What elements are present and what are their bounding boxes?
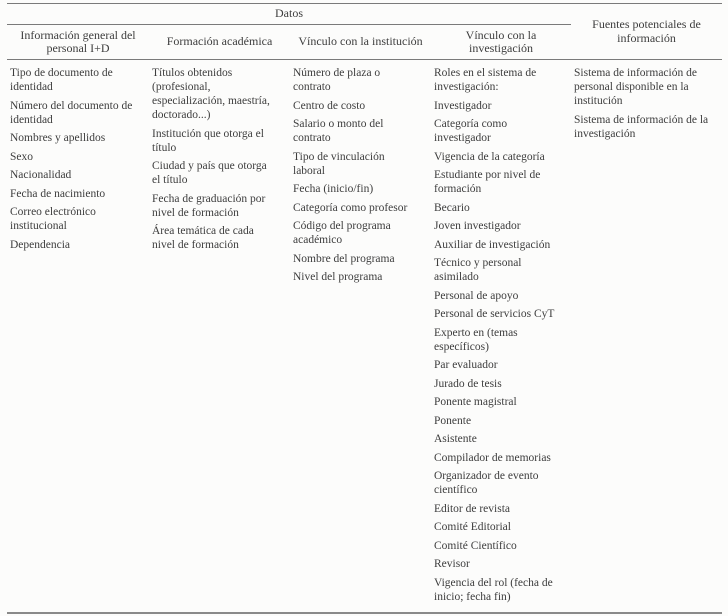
table-item: Código del programa académico bbox=[293, 220, 391, 246]
table-item: Asistente bbox=[434, 433, 477, 445]
cell-formacion-academica bbox=[149, 60, 290, 614]
table-item: Institución que otorga el título bbox=[152, 127, 264, 154]
table-item: Fecha de graduación por nivel de formación bbox=[152, 192, 266, 219]
cell-vinculo-institucion bbox=[290, 60, 431, 614]
table-item: Sexo bbox=[10, 150, 33, 163]
table-item: Comité Científico bbox=[434, 539, 517, 552]
table-item: Investigador bbox=[434, 99, 492, 112]
table-item: Dependencia bbox=[10, 238, 71, 251]
table-item: Fecha (inicio/fin) bbox=[293, 183, 374, 195]
table-item: Tipo de documento de identidad bbox=[10, 67, 113, 93]
table-item: Joven investigador bbox=[434, 220, 521, 232]
table-item: Editor de revista bbox=[434, 502, 511, 515]
table-item: Nombre del programa bbox=[293, 252, 395, 265]
table-item: Fecha de nacimiento bbox=[10, 187, 106, 200]
table-item: Categoría como profesor bbox=[293, 201, 408, 214]
table-item: Ciudad y país que otorga el título bbox=[152, 160, 267, 186]
table-item: Par evaluador bbox=[434, 359, 498, 371]
table-item: Número del documento de identidad bbox=[10, 99, 133, 126]
table-item: Tipo de vinculación laboral bbox=[293, 150, 385, 177]
table-item: Nombres y apellidos bbox=[10, 132, 106, 144]
table-item: Revisor bbox=[434, 558, 470, 570]
table-item: Técnico y personal asimilado bbox=[434, 257, 522, 283]
table-item: Número de plaza o contrato bbox=[293, 67, 381, 93]
table-item: Área temática de cada nivel de formación bbox=[152, 225, 254, 251]
column-header-formacion-academica: Formación académica bbox=[149, 25, 290, 60]
table-item: Títulos obtenidos (profesional, especialización, maestría, doctorado...) bbox=[152, 67, 270, 121]
column-header-fuentes-potenciales: Fuentes potenciales de información bbox=[571, 4, 722, 60]
table-item: Organizador de evento científico bbox=[434, 470, 539, 496]
group-header-datos: Datos bbox=[7, 4, 571, 25]
table-item: Sistema de información de personal disponible en la institución bbox=[574, 67, 697, 107]
table-item: Vigencia de la categoría bbox=[434, 150, 545, 163]
cell-vinculo-investigacion bbox=[431, 60, 571, 614]
table-item: Ponente magistral bbox=[434, 396, 517, 408]
table-item: Sistema de información de la investigación bbox=[574, 113, 709, 140]
table-item: Vigencia del rol (fecha de inicio; fecha fin) bbox=[434, 576, 553, 603]
table-item: Becario bbox=[434, 201, 470, 214]
table-item: Ponente bbox=[434, 414, 472, 427]
table-item: Nacionalidad bbox=[10, 169, 72, 181]
table-item: Auxiliar de investigación bbox=[434, 238, 551, 251]
group-header-row bbox=[7, 4, 722, 25]
column-header-vinculo-investigacion: Vínculo con la investigación bbox=[431, 25, 571, 60]
table-item: Personal de servicios CyT bbox=[434, 308, 555, 320]
cell-informacion-general bbox=[7, 60, 149, 614]
table-item: Nivel del programa bbox=[293, 271, 383, 283]
data-table bbox=[7, 3, 722, 614]
table-item: Correo electrónico institucional bbox=[10, 206, 96, 232]
table-item: Salario o monto del contrato bbox=[293, 118, 384, 144]
column-header-vinculo-institucion: Vínculo con la institución bbox=[290, 25, 431, 60]
table-item: Centro de costo bbox=[293, 99, 366, 112]
table-item: Estudiante por nivel de formación bbox=[434, 169, 541, 195]
table-item: Jurado de tesis bbox=[434, 377, 502, 390]
table-item: Experto en (temas específicos) bbox=[434, 326, 518, 353]
cell-fuentes-potenciales bbox=[571, 60, 722, 614]
column-header-informacion-general: Información general del personal I+D bbox=[7, 25, 149, 60]
table-item: Compilador de memorias bbox=[434, 451, 551, 464]
table-item: Categoría como investigador bbox=[434, 118, 508, 144]
table-item: Personal de apoyo bbox=[434, 289, 519, 302]
table-item: Comité Editorial bbox=[434, 521, 511, 533]
table-item: Roles en el sistema de investigación: bbox=[434, 67, 537, 93]
table-body-row bbox=[7, 60, 722, 614]
